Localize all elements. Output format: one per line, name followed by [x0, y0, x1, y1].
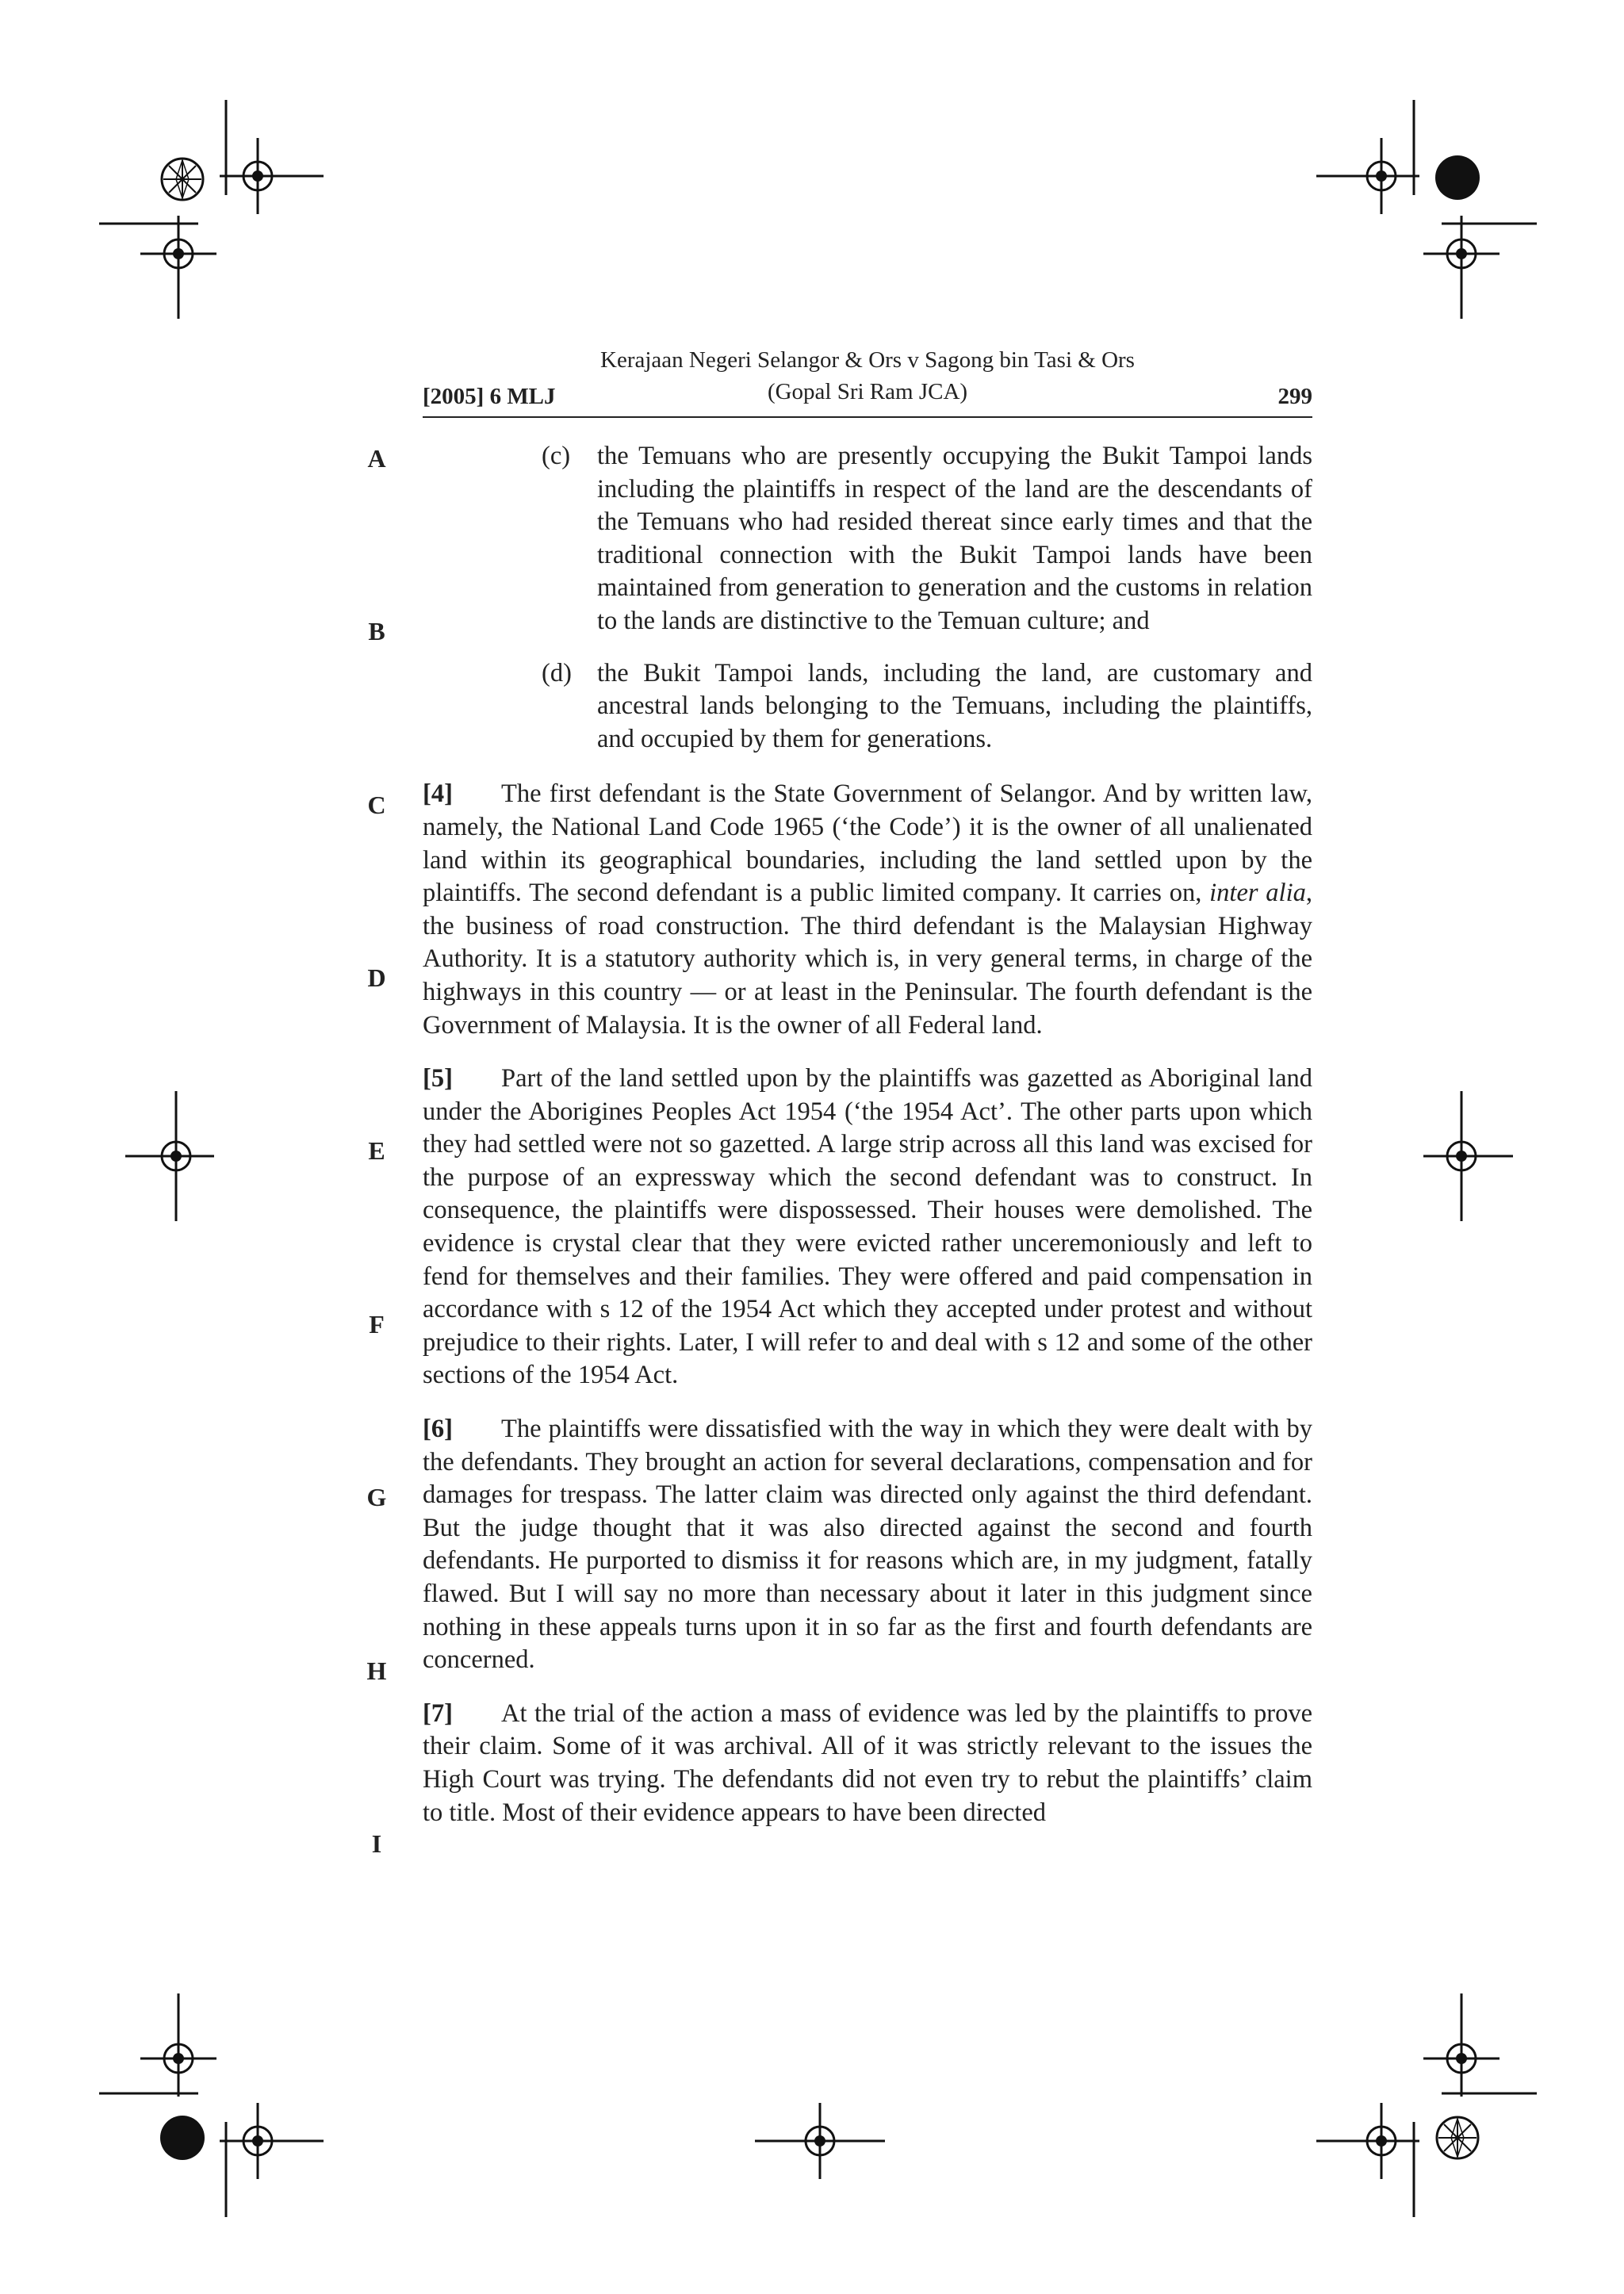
list-item-text: the Bukit Tampoi lands, including the land, are customary and ancestral lands belonging to the Temuans, including the plaintiffs, and occupied by them for generations.: [597, 658, 1312, 753]
margin-letter-c: C: [367, 791, 386, 819]
case-title: Kerajaan Negeri Selangor & Ors v Sagong bin Tasi & Ors: [600, 347, 1135, 373]
paragraph-text: , the business of road construction. The third defendant is the Malaysian Highway Authority. It is a statutory authority which is, in very general terms, in charge of the highways in this country — or at least in the Peninsular. The fourth defendant is the Government of Malaysia. It is the owner of all Federal land.: [423, 879, 1312, 1040]
paragraph-number: [4]: [423, 779, 453, 809]
list-item-label: (d): [542, 658, 572, 687]
margin-letter-e: E: [368, 1136, 385, 1165]
list-item-text: the Temuans who are presently occupying the Bukit Tampoi lands including the plaintiffs in respect of the land are the descendants of the Temuans who had resided thereat since early times and that the traditional connection with the Bukit Tampoi lands have been maintained from generation to generation and the customs in relation to the lands are distinctive to the Temuan culture; and: [597, 442, 1312, 635]
latin-phrase: inter alia: [1209, 879, 1306, 908]
judge-name: (Gopal Sri Ram JCA): [767, 379, 968, 404]
margin-letter-a: A: [367, 444, 386, 473]
paragraph: [423, 778, 1312, 1042]
judgment-body: [423, 440, 1312, 1850]
page-number: 299: [1277, 384, 1312, 409]
list-item: [423, 440, 1312, 638]
paragraph-text: Part of the land settled upon by the plaintiffs was gazetted as Aboriginal land under the Aborigines Peoples Act 1954 (‘the 1954 Act’. The other parts upon which they had settled were not so gazetted. A large strip across all this land was excised for the purpose of an expressway which the second defendant was to construct. In consequence, the plaintiffs were dispossessed. Their houses were demolished. The evidence is crystal clear that they were evicted rather unceremoniously and left to fend for themselves and their families. They were offered and paid compensation in accordance with s 12 of the 1954 Act which they accepted under protest and without prejudice to their rights. Later, I will refer to and deal with s 12 and some of the other sections of the 1954 Act.: [423, 1064, 1312, 1390]
margin-letter-f: F: [369, 1310, 385, 1338]
paragraph: [423, 1698, 1312, 1829]
case-heading: [423, 344, 1312, 408]
paragraph-text: The first defendant is the State Government of Selangor. And by written law, namely, the National Land Code 1965 (‘the Code’) it is the owner of all unalienated land within its geographical boundaries, including the land settled upon by the plaintiffs. The second defendant is a public limited company. It carries on,: [423, 779, 1312, 908]
margin-letter-i: I: [371, 1829, 382, 1858]
paragraph-text: The plaintiffs were dissatisfied with the way in which they were dealt with by the defendants. They brought an action for several declarations, compensation and for damages for trespass. The latter claim was directed only against the third defendant. But the judge thought that it was also directed against the second and fourth defendants. He purported to dismiss it for reasons which are, in my judgment, fatally flawed. But I will say no more than necessary about it later in this judgment since nothing in these appeals turns upon it in so far as the first and fourth defendants are concerned.: [423, 1415, 1312, 1675]
paragraph-number: [5]: [423, 1064, 453, 1093]
paragraph-number: [7]: [423, 1698, 453, 1728]
paragraph-number: [6]: [423, 1415, 453, 1444]
margin-letter-b: B: [368, 617, 385, 645]
law-report-citation: [2005] 6 MLJ: [423, 384, 556, 409]
paragraph: [423, 1063, 1312, 1392]
running-header: [423, 341, 1312, 418]
list-item-label: (c): [542, 442, 571, 470]
paragraph: [423, 1413, 1312, 1677]
list-item: [423, 657, 1312, 756]
margin-letter-h: H: [366, 1656, 387, 1685]
margin-letter-g: G: [366, 1483, 387, 1511]
paragraph-text: At the trial of the action a mass of evidence was led by the plaintiffs to prove their claim. Some of it was archival. All of it was strictly relevant to the issues the High Court was trying. The defendants did not even try to rebut the plaintiffs’ claim to title. Most of their evidence appears to have been directed: [423, 1698, 1312, 1827]
margin-letter-d: D: [367, 963, 386, 992]
